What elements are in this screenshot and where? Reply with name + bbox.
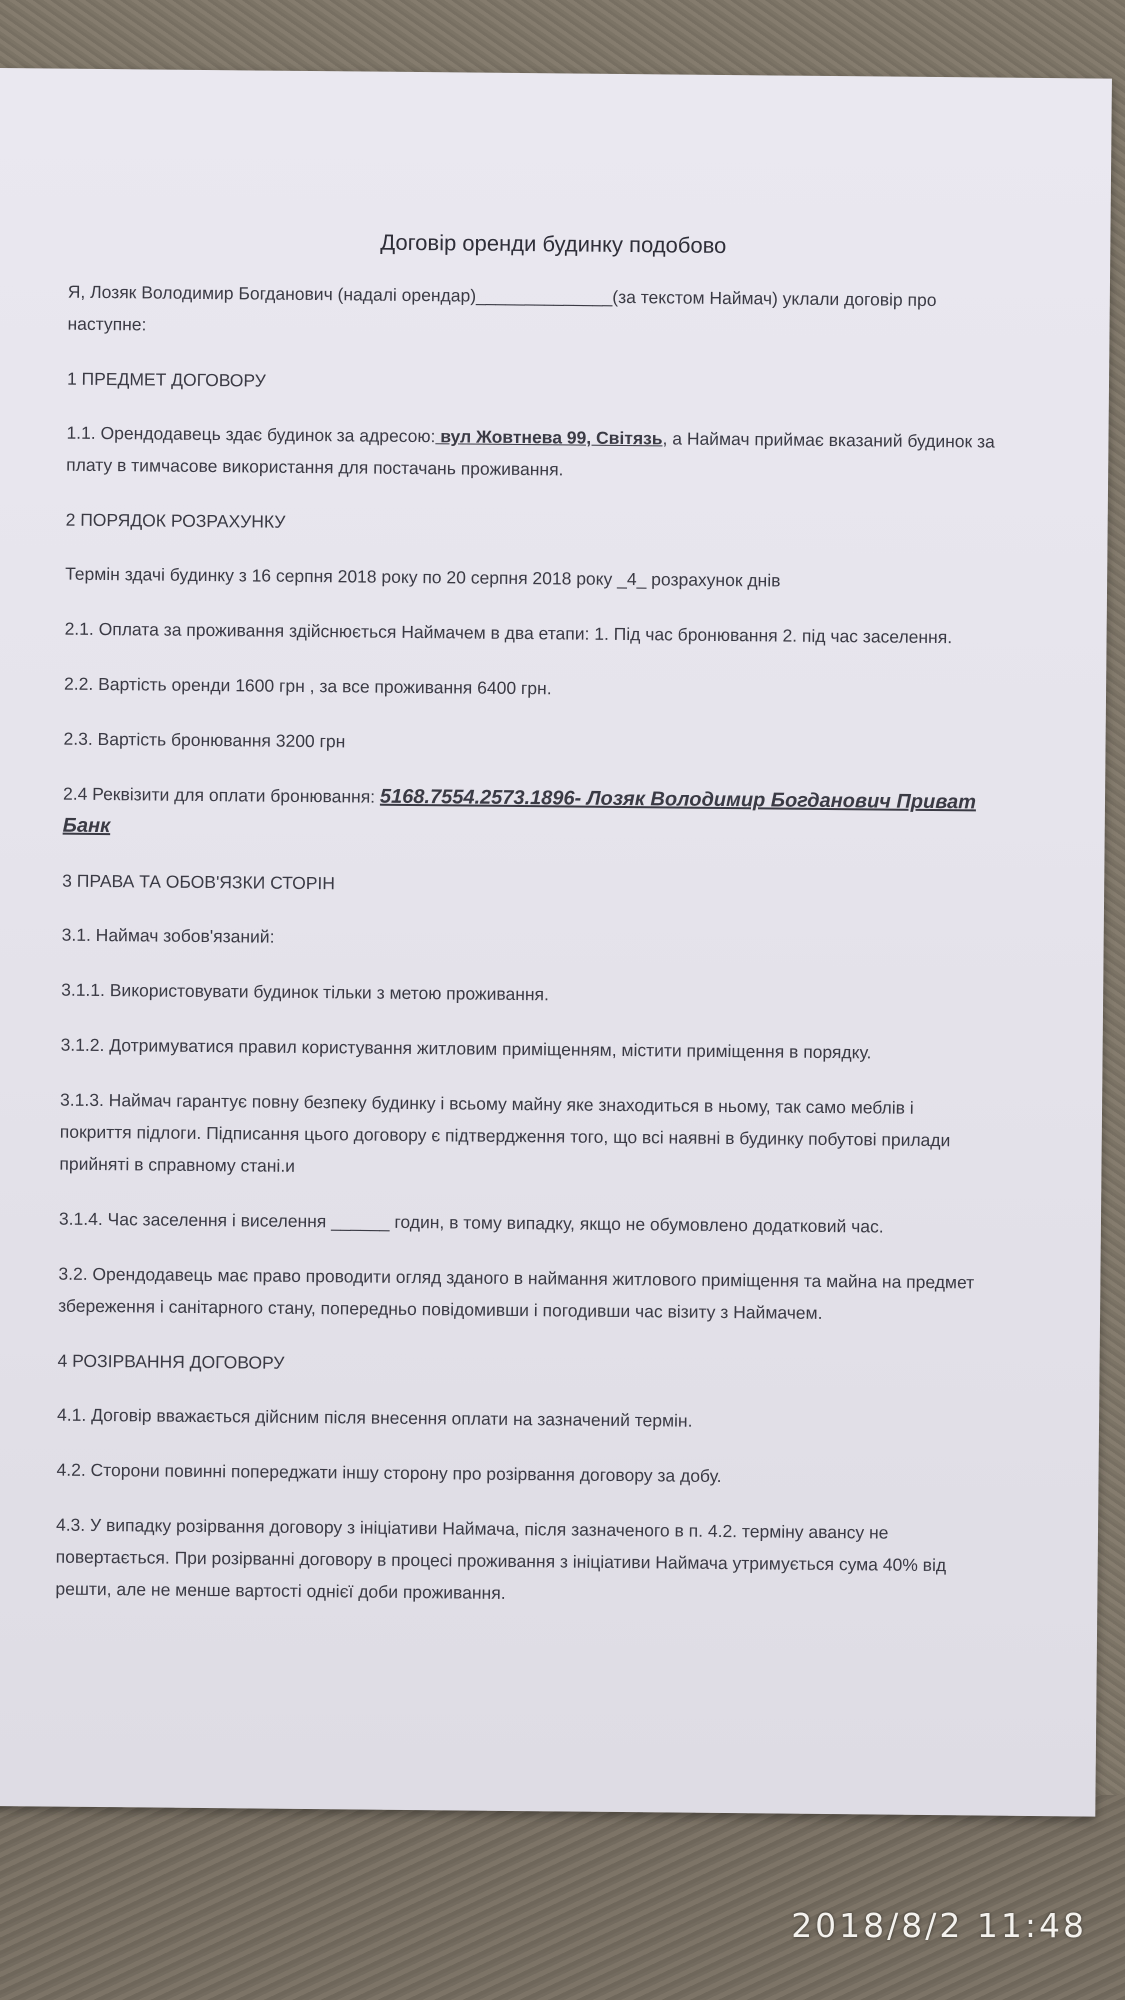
rental-term: Термін здачі будинку з 16 серпня 2018 року по 20 серпня 2018 року _4_ розрахунок днів <box>65 563 781 591</box>
clause-3-1-2: 3.1.2. Дотримуватися правил користування житловим приміщенням, містити приміщення в порядку. <box>60 1034 872 1063</box>
section-heading-3: 3 ПРАВА ТА ОБОВ'ЯЗКИ СТОРІН <box>62 870 336 894</box>
intro-paragraph: Я, Лозяк Володимир Богданович (надалі орендар)______________(за текстом Наймач) уклали договір про наступне: <box>67 281 937 335</box>
clause-3-1: 3.1. Наймач зобов'язаний: <box>61 924 275 947</box>
payment-details: 5168.7554.2573.1896- Лозяк Володимир Богданович Приват Банк <box>62 785 977 838</box>
clause-3-1-3: 3.1.3. Наймач гарантує повну безпеку будинку і всьому майну яке знаходиться в ньому, так само меблів і покриття підлоги. Підписання цього договору є підтвердження того, що всі наявні в будинку побутові прилади прийняті в справному стані.и <box>59 1089 951 1176</box>
clause-1-1-text-b: , а Наймач приймає вказаний будинок за плату в тимчасове використання для постачань проживання. <box>66 428 995 480</box>
clause-2-4 <box>63 778 994 851</box>
document-body <box>55 224 998 1637</box>
carpet-background <box>0 1795 1125 2000</box>
clause-3-1-1: 3.1.1. Використовувати будинок тільки з метою проживання. <box>61 979 550 1005</box>
section-heading-2: 2 ПОРЯДОК РОЗРАХУНКУ <box>65 509 286 532</box>
clause-2-2: 2.2. Вартість оренди 1600 грн , за все проживання 6400 грн. <box>63 673 552 699</box>
document-title: Договір оренди будинку подобово <box>380 229 727 258</box>
clause-2-1: 2.1. Оплата за проживання здійснюється Наймачем в два етапи: 1. Під час бронювання 2. під час заселення. <box>64 618 953 648</box>
clause-4-1: 4.1. Договір вважається дійсним після внесення оплати на зазначений термін. <box>56 1404 693 1431</box>
section-heading-4: 4 РОЗІРВАННЯ ДОГОВОРУ <box>57 1350 285 1373</box>
clause-2-4-label: 2.4 Реквізити для оплати бронювання: <box>62 783 381 807</box>
clause-3-1-4: 3.1.4. Час заселення і виселення ______ годин, в тому випадку, якщо не обумовлено додатковий час. <box>58 1208 884 1237</box>
clause-2-3: 2.3. Вартість бронювання 3200 грн <box>63 728 346 752</box>
photo-timestamp: 2018/8/2 11:48 <box>791 1906 1087 1945</box>
property-address: вул Жовтнева 99, Світязь <box>435 426 663 449</box>
document-sheet <box>0 68 1112 1817</box>
clause-4-3: 4.3. У випадку розірвання договору з ініціативи Наймача, після зазначеного в п. 4.2. терміну авансу не повертається. При розірванні договору в процесі проживання з ініціативи Наймача утримується сума 40% від решти, але не менше вартості однієї доби проживання. <box>55 1514 947 1603</box>
clause-1-1-text-a: 1.1. Орендодавець здає будинок за адресою: <box>66 422 436 447</box>
clause-1-1 <box>66 417 997 490</box>
clause-4-2: 4.2. Сторони повинні попереджати іншу сторону про розірвання договору за добу. <box>56 1459 722 1486</box>
section-heading-1: 1 ПРЕДМЕТ ДОГОВОРУ <box>66 368 266 391</box>
clause-3-2: 3.2. Орендодавець має право проводити огляд зданого в наймання житлового приміщення та майна на предмет збереження і санітарного стану, попередньо повідомивши і погодивши час візиту з Наймачем. <box>58 1263 975 1323</box>
